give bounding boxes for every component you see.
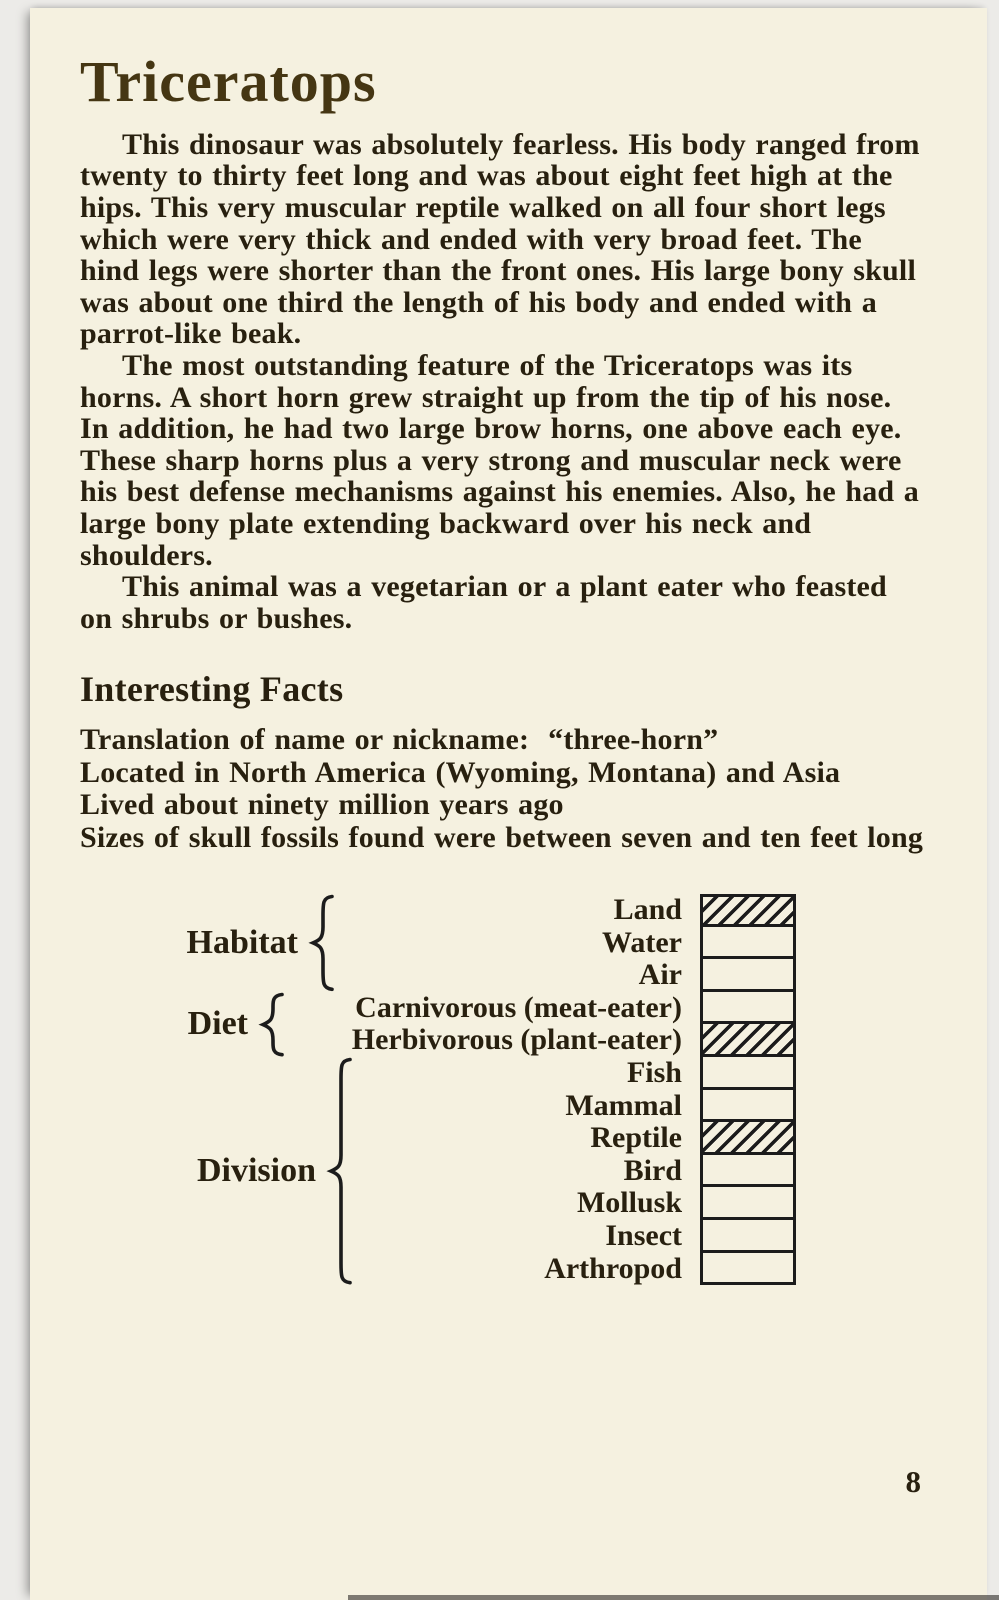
chart-checkbox	[700, 1250, 796, 1286]
facts-list	[80, 724, 927, 854]
fact-item: Translation of name or nickname: “three-horn”	[80, 723, 719, 757]
chart-row-label: Mollusk	[576, 1186, 682, 1220]
chart-checkbox	[700, 1054, 796, 1090]
chart-row-label: Carnivorous (meat-eater)	[355, 990, 682, 1024]
chart-row	[170, 1122, 796, 1155]
chart-checkbox	[700, 924, 796, 960]
chart-row	[170, 1253, 796, 1286]
left-brace-icon	[308, 894, 335, 992]
chart-group-label: Division	[196, 1152, 316, 1190]
fact-item: Sizes of skull fossils found were between seven and ten feet long	[80, 820, 924, 854]
chart-row-label: Arthropod	[544, 1251, 682, 1285]
chart-checkbox-checked	[700, 894, 796, 927]
chart-row	[170, 959, 796, 992]
body-paragraph: This dinosaur was absolutely fearless. His body ranged from twenty to thirty feet long and was about eight feet high at the hips. This very muscular reptile walked on all four short legs which were very thick and ended with very broad feet. The hind legs were shorter than the front ones. His large bony skull was about one third the length of his body and ended with a parrot-like beak.	[80, 127, 920, 351]
chart-row	[170, 1057, 796, 1090]
chart-checkbox	[700, 956, 796, 992]
chart-row-label: Land	[613, 893, 682, 927]
chart-checkbox	[700, 1217, 796, 1253]
chart-checkbox	[700, 1184, 796, 1220]
chart-checkbox	[700, 1087, 796, 1123]
body-paragraph: The most outstanding feature of the Triceratops was its horns. A short horn grew straight up from the tip of his nose. In addition, he had two large brow horns, one above each eye. These sharp horns plus a very strong and muscular neck were his best defense mechanisms against his enemies. Also, he had a large bony plate extending backward over his neck and shoulders.	[80, 349, 920, 572]
chart-row	[170, 894, 796, 927]
chart-row-label: Air	[638, 958, 682, 992]
chart-checkbox-checked	[700, 1021, 796, 1057]
chart-checkbox-checked	[700, 1119, 796, 1155]
chart-row-label: Fish	[626, 1055, 682, 1089]
chart-row-label: Water	[602, 925, 682, 959]
body-paragraph: This animal was a vegetarian or a plant eater who feasted on shrubs or bushes.	[80, 570, 887, 635]
left-brace-icon	[258, 992, 285, 1057]
section-heading: Interesting Facts	[80, 669, 344, 710]
body-text	[80, 129, 927, 635]
chart-group-label: Diet	[187, 1005, 248, 1043]
left-brace-icon	[326, 1057, 353, 1285]
chart-row-label: Bird	[623, 1153, 682, 1187]
scanned-page	[30, 8, 987, 1600]
chart-row	[170, 1220, 796, 1253]
chart-group-label: Habitat	[186, 923, 298, 961]
page-number: 8	[905, 1464, 921, 1499]
chart-row	[170, 1090, 796, 1123]
chart-checkbox	[700, 1152, 796, 1188]
fact-item: Located in North America (Wyoming, Montana) and Asia	[80, 755, 841, 789]
chart-row-label: Herbivorous (plant-eater)	[351, 1023, 682, 1057]
classification-chart	[170, 894, 796, 1285]
chart-row-label: Insect	[605, 1218, 682, 1252]
scan-edge-artifact	[348, 1595, 999, 1600]
chart-row	[170, 1187, 796, 1220]
chart-row-label: Mammal	[565, 1088, 682, 1122]
page-title: Triceratops	[80, 49, 377, 114]
fact-item: Lived about ninety million years ago	[80, 788, 564, 822]
chart-checkbox	[700, 989, 796, 1025]
chart-row-label: Reptile	[590, 1121, 682, 1155]
